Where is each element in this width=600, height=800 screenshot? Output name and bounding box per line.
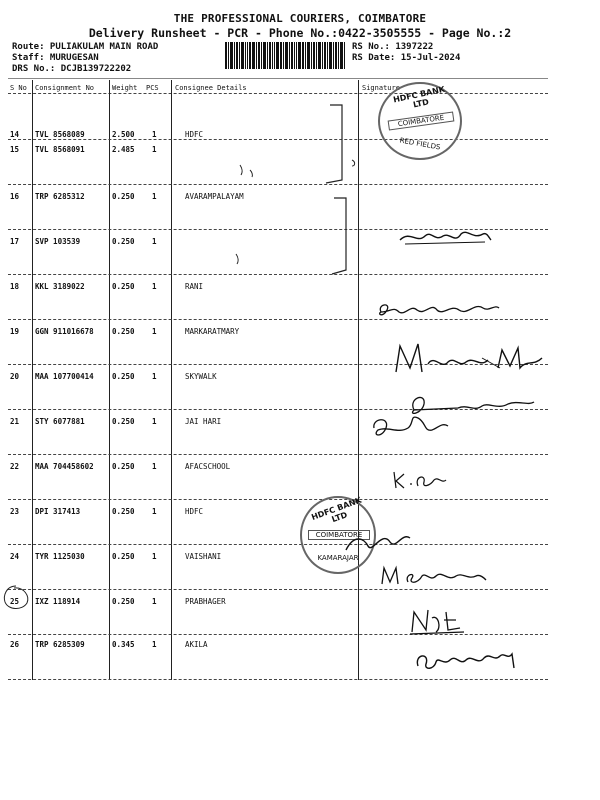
stamp-text-bottom: KAMARAJAR bbox=[317, 554, 359, 562]
row-sno: 16 bbox=[10, 192, 20, 201]
row-consignee: VAISHANI bbox=[185, 552, 222, 561]
row-consignment: STY 6077881 bbox=[35, 417, 85, 426]
signature-row19 bbox=[390, 338, 550, 382]
row-pcs: 1 bbox=[152, 597, 157, 606]
bank-stamp bbox=[378, 82, 462, 160]
row-weight: 0.250 bbox=[112, 237, 135, 246]
stamp-text-bottom: RED FIELDS bbox=[399, 136, 441, 152]
table-top-rule bbox=[8, 78, 548, 79]
row-consignment: KKL 3189022 bbox=[35, 282, 85, 291]
row-consignee: AFACSCHOOL bbox=[185, 462, 231, 471]
row-rule bbox=[8, 679, 548, 680]
row-weight: 0.345 bbox=[112, 640, 135, 649]
row-pcs: 1 bbox=[152, 372, 157, 381]
row-pcs: 1 bbox=[152, 145, 157, 154]
column-divider bbox=[109, 80, 110, 680]
col-header-pcs: PCS bbox=[146, 84, 159, 92]
row-consignee: AKILA bbox=[185, 640, 208, 649]
runsheet-title: Delivery Runsheet - PCR - Phone No.:0422-3505555 - Page No.:2 bbox=[88, 26, 512, 40]
row-consignee: JAI HARI bbox=[185, 417, 222, 426]
signature-row26 bbox=[412, 644, 522, 676]
row-pcs: 1 bbox=[152, 640, 157, 649]
row-consignment: TVL 8568089 bbox=[35, 130, 85, 139]
row-pcs: 1 bbox=[152, 552, 157, 561]
row-pcs: 1 bbox=[152, 130, 157, 139]
col-header-sno: S No bbox=[10, 84, 27, 92]
row-pcs: 1 bbox=[152, 462, 157, 471]
row-weight: 2.500 bbox=[112, 130, 135, 139]
row-consignment: MAA 107700414 bbox=[35, 372, 94, 381]
row-consignment: TRP 6285309 bbox=[35, 640, 85, 649]
row-sno: 15 bbox=[10, 145, 20, 154]
row-consignment: IXZ 118914 bbox=[35, 597, 81, 606]
row-sno: 19 bbox=[10, 327, 20, 336]
signature-row17 bbox=[395, 222, 495, 252]
route-label: Route: PULIAKULAM MAIN ROAD bbox=[12, 42, 159, 52]
row-sno: 25 bbox=[10, 597, 20, 606]
row-consignee: PRABHAGER bbox=[185, 597, 226, 606]
stamp-text-mid: COIMBATORE bbox=[308, 530, 370, 540]
column-divider bbox=[32, 80, 33, 680]
row-consignment: DPI 317413 bbox=[35, 507, 81, 516]
signature-row24 bbox=[378, 564, 488, 590]
rs-date: RS Date: 15-Jul-2024 bbox=[352, 53, 461, 63]
row-sno: 21 bbox=[10, 417, 20, 426]
row-sno: 20 bbox=[10, 372, 20, 381]
col-header-weight: Weight bbox=[112, 84, 138, 92]
row-consignee: HDFC bbox=[185, 507, 204, 516]
rs-number: RS No.: 1397222 bbox=[352, 42, 434, 52]
row-weight: 0.250 bbox=[112, 462, 135, 471]
bracket-scribble bbox=[222, 100, 362, 290]
staff-label: Staff: MURUGESAN bbox=[12, 53, 99, 63]
row-sno: 18 bbox=[10, 282, 20, 291]
row-consignment: GGN 911016678 bbox=[35, 327, 94, 336]
row-pcs: 1 bbox=[152, 282, 157, 291]
row-consignee: MARKARATMARY bbox=[185, 327, 240, 336]
row-sno: 14 bbox=[10, 130, 20, 139]
row-weight: 2.485 bbox=[112, 145, 135, 154]
row-rule bbox=[8, 544, 548, 545]
col-header-consignee: Consignee Details bbox=[175, 84, 247, 92]
row-weight: 0.250 bbox=[112, 552, 135, 561]
row-pcs: 1 bbox=[152, 417, 157, 426]
row-weight: 0.250 bbox=[112, 372, 135, 381]
row-pcs: 1 bbox=[152, 237, 157, 246]
row-consignee: RANI bbox=[185, 282, 204, 291]
stamp-text-top: HDFC BANK LTD bbox=[310, 495, 363, 525]
barcode bbox=[225, 42, 345, 69]
row-sno: 17 bbox=[10, 237, 20, 246]
row-weight: 0.250 bbox=[112, 282, 135, 291]
row-pcs: 1 bbox=[152, 507, 157, 516]
row-pcs: 1 bbox=[152, 327, 157, 336]
row-sno: 26 bbox=[10, 640, 20, 649]
row-consignee: AVARAMPALAYAM bbox=[185, 192, 244, 201]
col-header-consignment: Consignment No bbox=[35, 84, 95, 92]
row-weight: 0.250 bbox=[112, 417, 135, 426]
row-weight: 0.250 bbox=[112, 507, 135, 516]
row-consignment: SVP 103539 bbox=[35, 237, 81, 246]
stamp-text-top: HDFC BANK LTD bbox=[392, 84, 446, 110]
row-rule bbox=[8, 454, 548, 455]
row-consignment: TYR 1125030 bbox=[35, 552, 85, 561]
signature-row21 bbox=[368, 388, 538, 448]
drs-number: DRS No.: DCJB139722202 bbox=[12, 64, 132, 74]
row-sno: 23 bbox=[10, 507, 20, 516]
row-consignment: MAA 704458602 bbox=[35, 462, 94, 471]
row-weight: 0.250 bbox=[112, 597, 135, 606]
row-consignee: SKYWALK bbox=[185, 372, 217, 381]
row-weight: 0.250 bbox=[112, 192, 135, 201]
handwritten-circle-mark bbox=[2, 584, 30, 612]
row-consignment: TRP 6285312 bbox=[35, 192, 85, 201]
row-rule bbox=[8, 499, 548, 500]
row-sno: 24 bbox=[10, 552, 20, 561]
col-header-signature: Signature bbox=[362, 84, 400, 92]
row-weight: 0.250 bbox=[112, 327, 135, 336]
row-sno: 22 bbox=[10, 462, 20, 471]
signature-row25 bbox=[408, 604, 468, 638]
column-divider bbox=[171, 80, 172, 680]
signature-row18 bbox=[375, 294, 505, 324]
row-consignee: HDFC bbox=[185, 130, 204, 139]
signature-row22 bbox=[390, 468, 450, 492]
stamp-text-mid: COIMBATORE bbox=[388, 111, 455, 130]
row-pcs: 1 bbox=[152, 192, 157, 201]
header-rule bbox=[8, 93, 548, 94]
signature-row23 bbox=[340, 524, 420, 560]
company-title: THE PROFESSIONAL COURIERS, COIMBATORE bbox=[173, 12, 427, 25]
row-consignment: TVL 8568091 bbox=[35, 145, 85, 154]
